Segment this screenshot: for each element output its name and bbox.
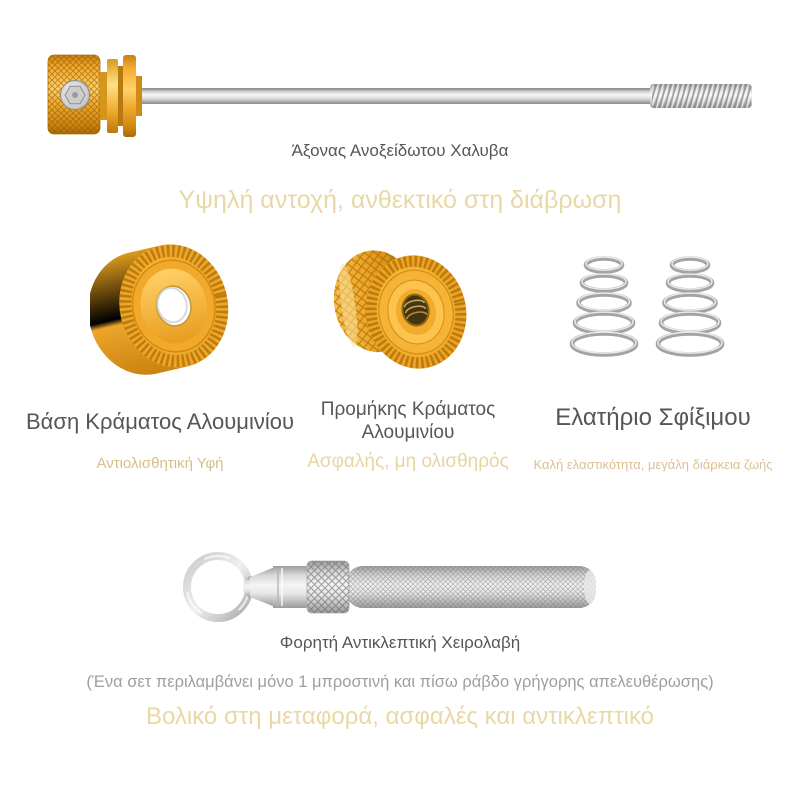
handle-caption: Φορητή Αντικλεπτική Χειρολαβή xyxy=(279,633,521,652)
part-base-label: Βάση Κράματος Αλουμινίου xyxy=(25,409,295,434)
axle-caption: Άξονας Ανοξείδωτου Χαλυβα xyxy=(291,141,509,160)
handle-tagline: Βολικό στη μεταφορά, ασφαλές και αντικλεπτικό xyxy=(145,703,655,730)
springs-photo xyxy=(562,251,734,373)
aluminium-base-photo xyxy=(90,237,240,380)
part-nut-sublabel: Ασφαλής, μη ολισθηρός xyxy=(307,451,509,472)
skewer-axle-photo xyxy=(40,50,760,142)
part-base-sublabel: Αντιολισθητική Υφή xyxy=(96,455,224,472)
aluminium-nut-photo xyxy=(326,233,470,385)
handle-set-note: (Ένα σετ περιλαμβάνει μόνο 1 μπροστινή και πίσω ράβδο γρήγορης απελευθέρωσης) xyxy=(86,673,714,691)
part-spring-sublabel: Καλή ελαστικότητα, μεγάλη διάρκεια ζωής xyxy=(533,457,773,472)
antitheft-handle-photo xyxy=(178,539,608,631)
part-spring-label: Ελατήριο Σφίξιμου xyxy=(555,404,751,431)
part-nut-label: Προμήκης Κράματος Αλουμινίου xyxy=(320,399,496,443)
axle-tagline: Υψηλή αντοχή, ανθεκτικό στη διάβρωση xyxy=(178,186,622,214)
